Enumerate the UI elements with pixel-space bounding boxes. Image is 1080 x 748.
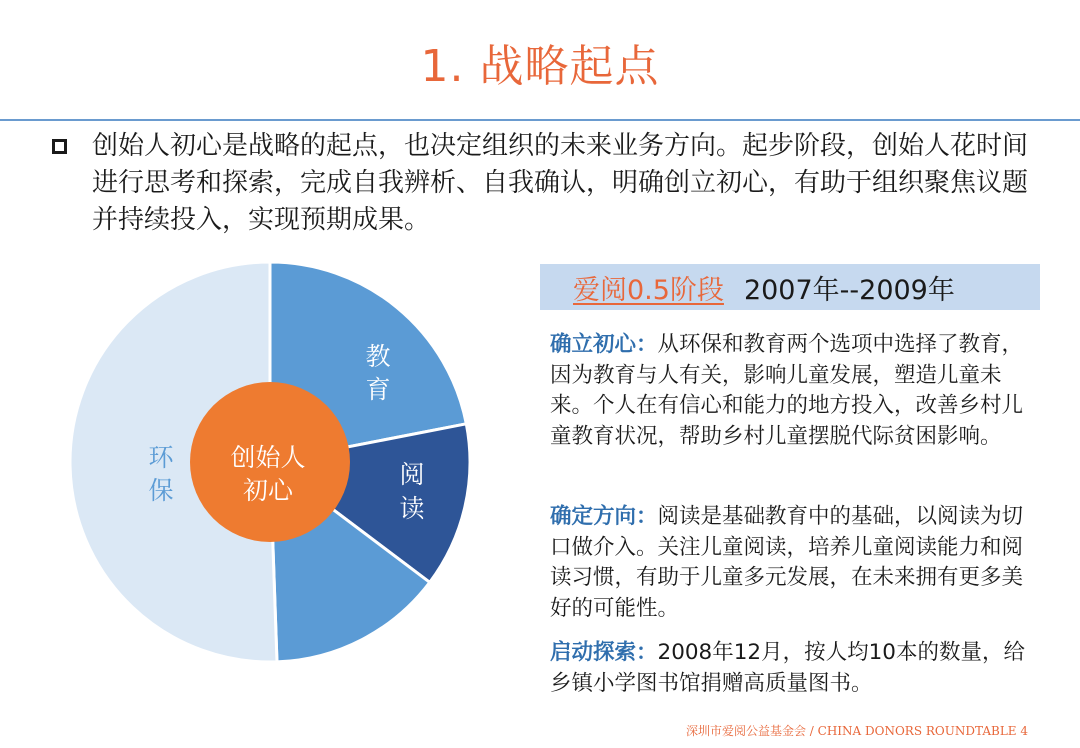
slice-label-reading-1: 阅 — [399, 460, 425, 489]
section-set-direction — [550, 502, 1040, 624]
title-divider — [0, 119, 1080, 121]
stage-name-link[interactable]: 爱阅0.5阶段 — [573, 274, 724, 306]
slice-label-education-1: 教 — [365, 342, 391, 371]
slice-label-environment-1: 环 — [148, 443, 174, 472]
section-text: 阅读是基础教育中的基础，以阅读为切口做介入。关注儿童阅读，培养儿童阅读能力和阅读习惯，有助于儿童多元发展，在未来拥有更多美好的可能性。 — [550, 504, 1024, 621]
section-keyword: 启动探索： — [550, 640, 658, 665]
section-text: 2008年12月，按人均10本的数量，给乡镇小学图书馆捐赠高质量图书。 — [550, 640, 1025, 696]
slice-label-environment-2: 保 — [148, 476, 174, 505]
section-establish-intent — [550, 330, 1040, 452]
section-text: 从环保和教育两个选项中选择了教育，因为教育与人有关，影响儿童发展，塑造儿童未来。个人在有信心和能力的地方投入，改善乡村儿童教育状况，帮助乡村儿童摆脱代际贫困影响。 — [550, 332, 1024, 449]
strategy-pie-chart — [0, 240, 500, 680]
footer-credit: 深圳市爱阅公益基金会 / CHINA DONORS ROUNDTABLE 4 — [685, 724, 1028, 738]
slice-label-reading-2: 读 — [399, 494, 425, 523]
stage-years: 2007年--2009年 — [743, 274, 955, 306]
stage-banner — [540, 264, 1040, 310]
slice-label-education-2: 育 — [365, 375, 391, 404]
square-bullet-icon — [52, 139, 67, 154]
intro-paragraph: 创始人初心是战略的起点，也决定组织的未来业务方向。起步阶段，创始人花时间进行思考和探索，完成自我辨析、自我确认，明确创立初心，有助于组织聚焦议题并持续投入，实现预期成果。 — [92, 131, 1029, 235]
page-title: 1. 战略起点 — [420, 41, 660, 92]
section-keyword: 确立初心： — [550, 332, 658, 357]
center-label-line1: 创始人 — [230, 443, 306, 472]
section-keyword: 确定方向： — [550, 504, 658, 529]
section-start-exploration — [550, 638, 1040, 699]
center-label-line2: 初心 — [242, 476, 294, 505]
